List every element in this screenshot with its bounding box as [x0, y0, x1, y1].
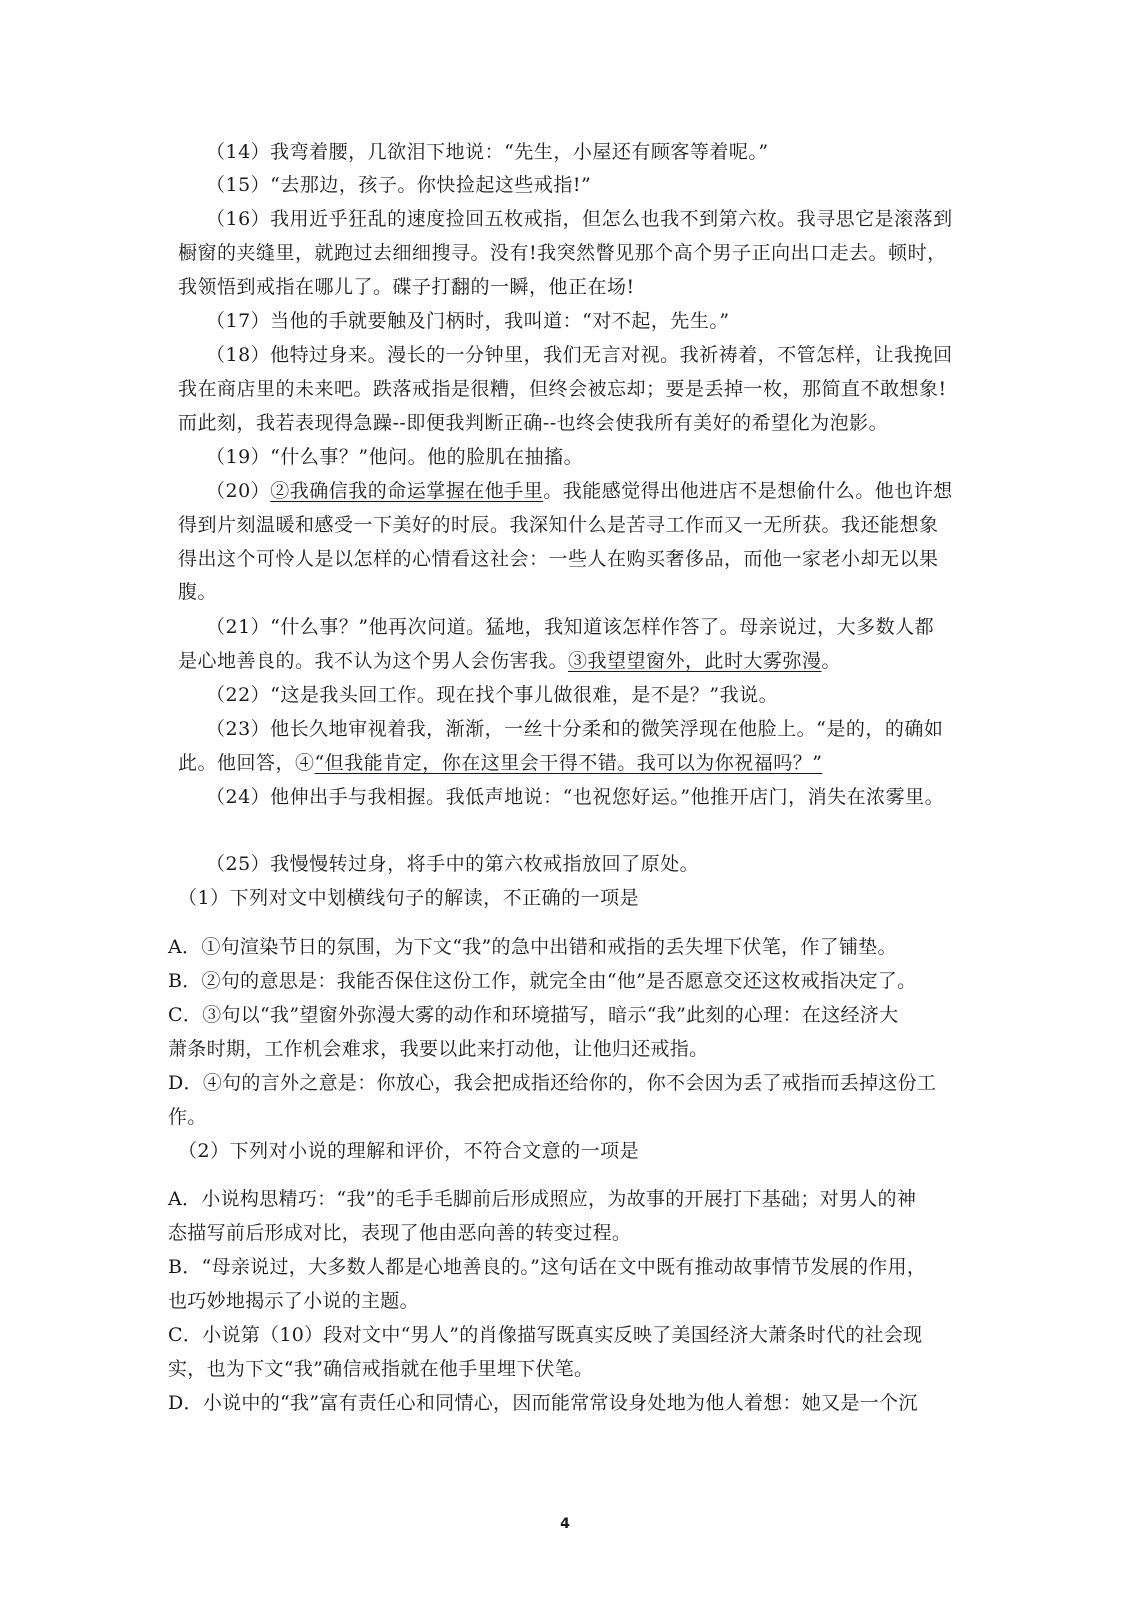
question-2-option-a-line-2: 态描写前后形成对比，表现了他由恶向善的转变过程。 — [168, 1222, 632, 1244]
paragraph-20-line-3: 得出这个可怜人是以怎样的心情看这社会：一些人在购买奢侈品，而他一家老小却无以果 — [178, 548, 939, 570]
paragraph-21-rest: 。 — [821, 650, 842, 672]
paragraph-24: （24）他伸出手与我相握。我低声地说：“也祝您好运。”他推开店门，消失在浓雾里。 — [206, 786, 945, 808]
paragraph-21-prefix: 是心地善良的。我不认为这个男人会伤害我。 — [178, 650, 569, 672]
underlined-sentence-3: ③我望望窗外，此时大雾弥漫 — [568, 650, 822, 672]
paragraph-14: （14）我弯着腰，几欲泪下地说：“先生，小屋还有顾客等着呢。” — [206, 141, 769, 163]
paragraph-20-rest: 。我能感觉得出他进店不是想偷什么。他也许想 — [543, 480, 953, 502]
paragraph-18-line-3: 而此刻，我若表现得急躁--即便我判断正确--也终会使我所有美好的希望化为泡影。 — [178, 412, 889, 434]
paragraph-16-line-1: （16）我用近乎狂乱的速度捡回五枚戒指，但怎么也我不到第六枚。我寻思它是滚落到 — [206, 208, 953, 230]
underlined-sentence-2: ②我确信我的命运掌握在他手里 — [270, 480, 544, 502]
paragraph-23-line-2 — [178, 751, 822, 777]
paragraph-23-prefix: 此。他回答，④ — [178, 752, 315, 774]
question-1-option-c-line-2: 萧条时期，工作机会难求，我要以此来打动他，让他归还戒指。 — [168, 1038, 709, 1060]
paragraph-21-line-2 — [178, 649, 841, 675]
question-1-option-d-line-1: D．④句的言外之意是：你放心，我会把成指还给你的，你不会因为丢了戒指而丢掉这份工 — [168, 1072, 937, 1094]
question-2-option-b-line-1: B．“母亲说过，大多数人都是心地善良的。”这句话在文中既有推动故事情节发展的作用， — [168, 1256, 927, 1278]
paragraph-15: （15）“去那边，孩子。你快捡起这些戒指!” — [206, 174, 592, 196]
paragraph-20-prefix: （20） — [206, 480, 271, 502]
question-1-option-d-line-2: 作。 — [168, 1106, 207, 1128]
paragraph-19: （19）“什么事？”他问。他的脸肌在抽搐。 — [206, 446, 584, 468]
paragraph-16-line-2: 橱窗的夹缝里，就跑过去细细搜寻。没有!我突然瞥见那个高个男子正向出口走去。顿时， — [178, 242, 947, 264]
question-1-option-a: A．①句渲染节日的氛围，为下文“我”的急中出错和戒指的丢失埋下伏笔，作了铺垫。 — [168, 936, 897, 958]
paragraph-22: （22）“这是我头回工作。现在找个事儿做很难，是不是？”我说。 — [206, 684, 779, 706]
underlined-sentence-4: “但我能肯定，你在这里会干得不错。我可以为你祝福吗？” — [314, 752, 823, 774]
paragraph-20-line-1 — [206, 479, 953, 505]
question-2-option-c-line-1: C．小说第（10）段对文中“男人”的肖像描写既真实反映了美国经济大萧条时代的社会现 — [168, 1324, 923, 1346]
paragraph-21-line-1: （21）“什么事？”他再次问道。猛地，我知道该怎样作答了。母亲说过，大多数人都 — [206, 616, 935, 638]
paragraph-17: （17）当他的手就要触及门柄时，我叫道：“对不起，先生。” — [206, 310, 730, 332]
page-number: 4 — [560, 1516, 570, 1532]
question-2-option-b-line-2: 也巧妙地揭示了小说的主题。 — [168, 1290, 419, 1312]
question-2-option-a-line-1: A．小说构思精巧：“我”的毛手毛脚前后形成照应，为故事的开展打下基础；对男人的神 — [168, 1188, 917, 1210]
question-2-option-c-line-2: 实，也为下文“我”确信戒指就在他手里埋下伏笔。 — [168, 1358, 594, 1380]
question-1-stem: （1）下列对文中划横线句子的解读，不正确的一项是 — [178, 887, 640, 909]
paragraph-16-line-3: 我领悟到戒指在哪儿了。碟子打翻的一瞬，他正在场! — [178, 276, 635, 298]
paragraph-23-line-1: （23）他长久地审视着我，渐渐，一丝十分柔和的微笑浮现在他脸上。“是的，的确如 — [206, 718, 944, 740]
paragraph-18-line-1: （18）他特过身来。漫长的一分钟里，我们无言对视。我祈祷着，不管怎样，让我挽回 — [206, 344, 953, 366]
paragraph-20-line-2: 得到片刻温暖和感受一下美好的时辰。我深知什么是苦寻工作而又一无所获。我还能想象 — [178, 514, 939, 536]
question-1-option-c-line-1: C．③句以“我”望窗外弥漫大雾的动作和环境描写，暗示“我”此刻的心理：在这经济大 — [168, 1004, 899, 1026]
question-2-option-d-line-1: D．小说中的“我”富有责任心和同情心，因而能常常设身处地为他人着想：她又是一个沉 — [168, 1392, 918, 1414]
question-1-option-b: B．②句的意思是：我能否保住这份工作，就完全由“他”是否愿意交还这枚戒指决定了。 — [168, 970, 917, 992]
paragraph-18-line-2: 我在商店里的未来吧。跌落戒指是很糟，但终会被忘却；要是丢掉一枚，那简直不敢想象! — [178, 378, 947, 400]
paragraph-25: （25）我慢慢转过身，将手中的第六枚戒指放回了原处。 — [206, 853, 700, 875]
question-2-stem: （2）下列对小说的理解和评价，不符合文意的一项是 — [178, 1140, 640, 1162]
paragraph-20-line-4: 腹。 — [178, 581, 218, 603]
